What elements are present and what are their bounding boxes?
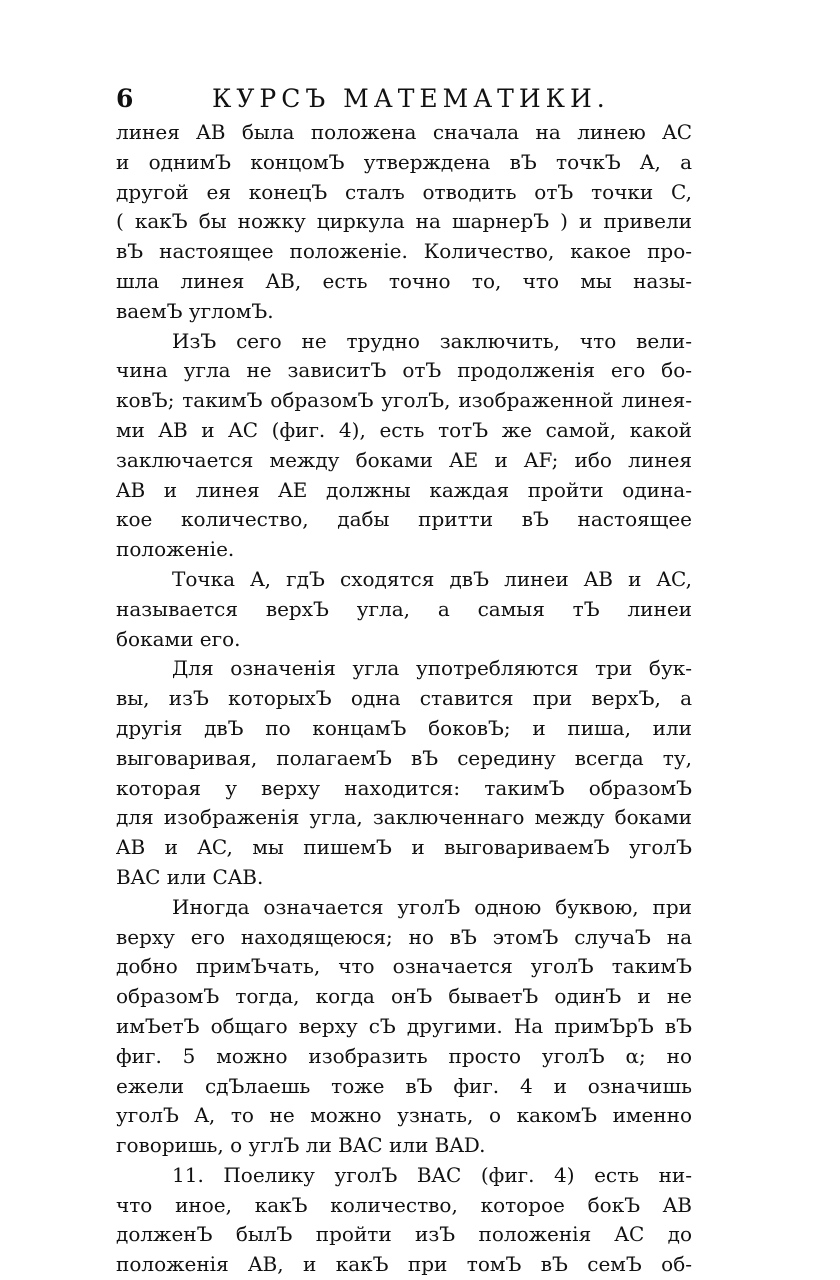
page-header [116,82,696,116]
text-line: имЪетЪ общаго верху сЪ другими. На примЪрЪ вЪ [116,1013,692,1038]
text-line: кое количество, дабы притти вЪ настоящее [116,507,692,532]
text-line: образомЪ тогда, когда онЪ бываетЪ одинЪ и не [116,984,692,1009]
text-line: ( какЪ бы ножку циркула на шарнерЪ ) и привели [116,209,692,234]
text-line: фиг. 5 можно изобразить просто уголЪ α; но [116,1043,692,1068]
text-line: и однимЪ концомЪ утверждена вЪ точкЪ A, а [116,149,692,174]
text-line: 11. Поелику уголЪ BAC (фиг. 4) есть ни- [172,1162,692,1187]
text-line: чина угла не зависитЪ отЪ продолженія его бо- [116,358,692,383]
text-line: положеніе. [116,537,235,562]
text-line: боками его. [116,626,241,651]
text-line: Точка A, гдЪ сходятся двЪ линеи AB и AC, [172,566,692,591]
text-line: вы, изЪ которыхЪ одна ставится при верхЪ, а [116,686,692,711]
text-line: линея AB была положена сначала на линею AC [116,120,692,144]
text-line: AB и линея AE должны каждая пройти одина- [116,477,692,502]
text-line: называется верхЪ угла, а самыя тЪ линеи [116,596,692,621]
text-line: что иное, какЪ количество, которое бокЪ AB [116,1192,692,1217]
text-line: верху его находящеюся; но вЪ этомЪ случаЪ на [116,924,692,949]
running-title: КУРСЪ МАТЕМАТИКИ. [212,84,610,113]
text-line: добно примЪчать, что означается уголЪ такимЪ [116,954,692,979]
page-number: 6 [116,84,134,113]
text-line: ми AB и AC (фиг. 4), есть тотЪ же самой, какой [116,417,692,442]
text-line: другія двЪ по концамЪ боковЪ; и пиша, или [116,715,692,740]
text-line: положенія AB, и какЪ при томЪ вЪ семЪ об- [116,1252,692,1277]
text-line: AB и AC, мы пишемЪ и выговариваемЪ уголЪ [116,835,692,860]
text-line: выговаривая, полагаемЪ вЪ середину всегда ту, [116,745,692,770]
text-line: BAC или CAB. [116,864,264,889]
text-line: долженЪ былЪ пройти изЪ положенія AC до [116,1222,692,1247]
text-line: Иногда означается уголЪ одною буквою, при [172,894,692,919]
text-line: которая у верху находится: такимЪ образомЪ [116,775,692,800]
text-line: уголЪ A, то не можно узнать, о какомЪ именно [116,1103,692,1128]
text-line: ежели сдЪлаешь тоже вЪ фиг. 4 и означишь [116,1073,692,1098]
text-line: заключается между боками AE и AF; ибо линея [116,447,692,472]
body-text [116,118,692,1280]
text-line: ваемЪ угломЪ. [116,298,274,323]
text-line: Для означенія угла употребляются три бук- [172,656,692,681]
text-line: вЪ настоящее положеніе. Количество, какое про- [116,239,692,264]
text-line: ковЪ; такимЪ образомЪ уголЪ, изображенной линея- [116,388,692,413]
text-line: говоришь, о углЪ ли BAC или BAD. [116,1133,486,1158]
text-line: для изображенія угла, заключеннаго между боками [116,805,692,830]
text-line: другой ея конецЪ сталъ отводить отЪ точки C, [116,179,692,204]
text-line: ИзЪ сего не трудно заключить, что вели- [172,328,692,353]
text-line: шла линея AB, есть точно то, что мы назы- [116,268,692,293]
